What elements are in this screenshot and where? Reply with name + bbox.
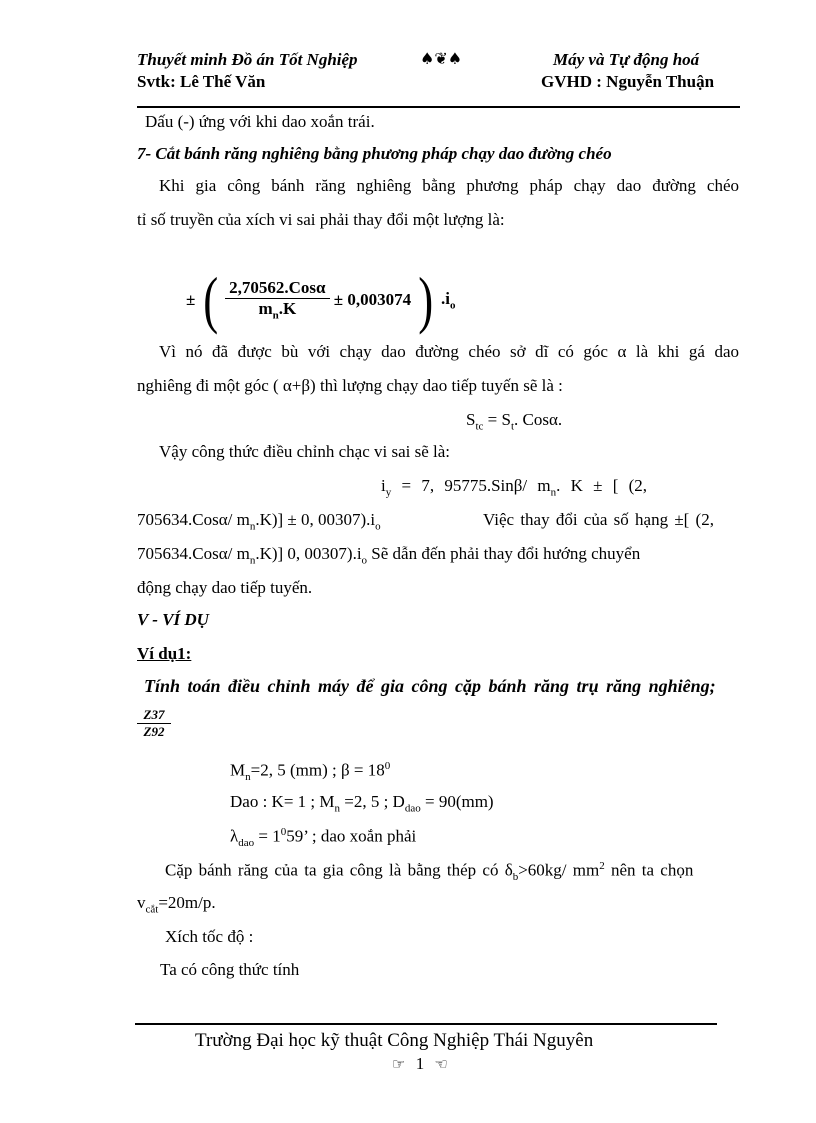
footer-school: Trường Đại học kỹ thuật Công Nghiệp Thái Nguyên: [195, 1030, 594, 1051]
paragraph-1-line-2: tỉ số truyền của xích vi sai phải thay đổi một lượng là:: [137, 210, 505, 229]
formula-1-left-paren: (: [202, 264, 218, 335]
sign-note: Dấu (-) ứng với khi dao xoắn trái.: [145, 112, 375, 131]
param-line-1: $M_n=2$, 5 (mm) ; $\beta = 18^0$: [230, 760, 391, 784]
line-705-a-formula: 705634.Cosα/ $m_n.K)] \pm 0$, $00307).i_o$: [137, 510, 381, 533]
pointing-hand-left-icon: ☜: [434, 1055, 448, 1073]
header-student: Svtk: Lê Thế Văn: [137, 72, 266, 91]
example-1-label: Ví dụ1:: [137, 644, 192, 663]
gear-ratio-numerator: Z37: [137, 707, 171, 724]
page-number: 1: [415, 1054, 425, 1073]
stc-formula: $S_{tc} = S_t$. Cosα.: [466, 410, 563, 433]
header-advisor: GVHD : Nguyễn Thuận: [541, 72, 715, 91]
param-line-2: Dao : K= 1 ; $M_n =2$, 5 ; $D_{dao} = 90(mm)$: [230, 792, 494, 815]
line-705-a-tail: Việc thay đổi của số hạng ±[ (2,: [483, 510, 714, 529]
formula-1-numerator: 2,70562.Cosα: [225, 278, 329, 299]
line-705-b-formula: 705634.Cosα/ $m_n.K$)] 0, $00307).i_o$ Sẽ dẫn đến phải thay đổi hướng chuyển: [137, 544, 641, 567]
header-right-title: Máy và Tự động hoá: [553, 50, 700, 69]
formula-1-suffix: $.i_o$: [440, 288, 456, 312]
pointing-hand-right-icon: ☞: [392, 1055, 406, 1073]
section-7-heading: 7- Cắt bánh răng nghiêng bằng phương pháp chạy dao đường chéo: [137, 144, 612, 163]
param-line-3: $\lambda_{dao} = 1^059$’ ; dao xoắn phải: [230, 826, 417, 850]
formula-1-right-paren: ): [418, 264, 434, 335]
header-left-title: Thuyết minh Đồ án Tốt Nghiệp: [137, 50, 358, 69]
paragraph-4-line-2: $v_{cắt}=20m/p$.: [137, 893, 216, 916]
paragraph-6: Ta có công thức tính: [160, 960, 300, 979]
formula-1-pm: ±: [186, 290, 196, 309]
paragraph-1-line-1: Khi gia công bánh răng nghiêng bằng phương pháp chạy dao đường chéo: [159, 176, 739, 195]
formula-1-tail: ± 0,003074: [333, 290, 412, 309]
footer-page: [392, 1054, 448, 1074]
paragraph-5: Xích tốc độ :: [165, 927, 254, 946]
section-v-heading: V - VÍ DỤ: [137, 610, 209, 629]
paragraph-3: Vậy công thức điều chỉnh chạc vi sai sẽ là:: [159, 442, 451, 461]
line-705-c: động chạy dao tiếp tuyến.: [137, 578, 313, 597]
paragraph-2-line-1: Vì nó đã được bù với chạy dao đường chéo sở dĩ có góc α là khi gá dao: [159, 342, 739, 361]
footer-divider: [135, 1023, 717, 1025]
gear-ratio-denominator: Z92: [143, 724, 165, 739]
formula-1-denominator: $m_n.K$: [258, 299, 297, 322]
header-ornament-icon: ♠❦♠: [420, 49, 463, 68]
header-divider: [137, 106, 740, 108]
iy-formula: $i_y = 7$, 95775.Sinβ/ $m_n$. K ± [ (2,: [381, 476, 648, 499]
formula-1-fraction: [225, 278, 329, 321]
gear-ratio-fraction: [137, 707, 171, 740]
paragraph-4-line-1: Cặp bánh răng của ta gia công là bằng thép có $\delta_b>60kg/$ $mm^2$ nên ta chọn: [165, 860, 694, 884]
paragraph-2-line-2: nghiêng đi một góc ( α+β) thì lượng chạy dao tiếp tuyến sẽ là :: [137, 376, 563, 395]
example-1-task: Tính toán điều chỉnh máy để gia công cặp bánh răng trụ răng nghiêng;: [144, 676, 716, 696]
formula-1: [186, 264, 456, 335]
